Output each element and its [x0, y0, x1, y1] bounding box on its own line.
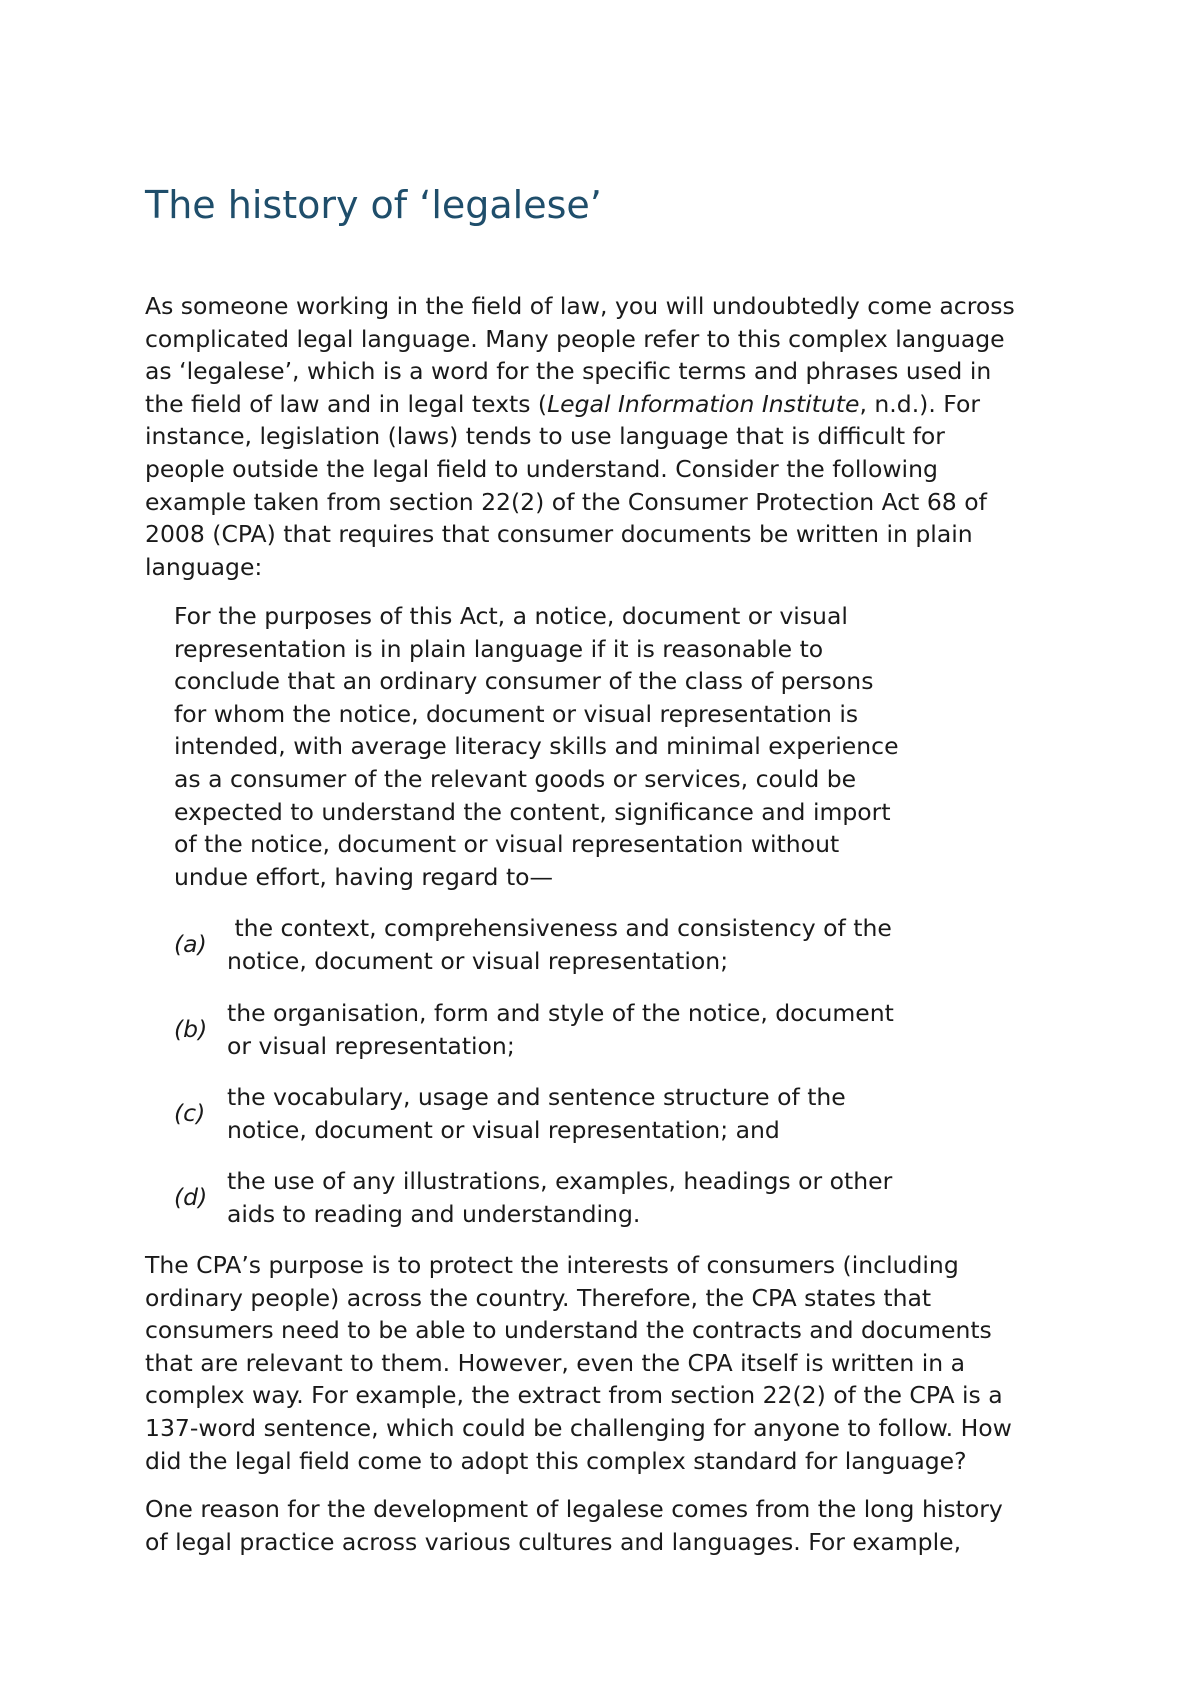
intro-paragraph — [145, 290, 1055, 583]
list-item-line: notice, document or visual representation; and — [227, 1115, 780, 1144]
text-line: as ‘legalese’, which is a word for the specific terms and phrases used in — [145, 357, 992, 386]
quote-line: for whom the notice, document or visual representation is — [174, 699, 859, 728]
list-item-line: the context, comprehensiveness and consistency of the — [227, 914, 892, 942]
list-item-line: or visual representation; — [227, 1031, 515, 1060]
cpa-purpose-paragraph — [145, 1249, 1055, 1477]
text-line: One reason for the development of legalese comes from the long history — [145, 1495, 1003, 1523]
text-fragment: , n.d.). For — [859, 389, 980, 418]
quote-line: of the notice, document or visual representation without — [174, 830, 840, 859]
list-marker: (c) — [174, 1099, 206, 1127]
text-line: As someone working in the field of law, you will undoubtedly come across — [145, 292, 1015, 320]
text-line: consumers need to be able to understand the contracts and documents — [145, 1316, 992, 1345]
list-item-text — [227, 912, 892, 977]
document-title: The history of ‘legalese’ — [145, 183, 602, 227]
text-line-with-citation — [145, 388, 1055, 421]
quote-line: undue effort, having regard to— — [174, 862, 554, 891]
text-line: complex way. For example, the extract from section 22(2) of the CPA is a — [145, 1381, 1003, 1410]
text-line: people outside the legal field to understand. Consider the following — [145, 454, 938, 483]
text-line: ordinary people) across the country. Therefore, the CPA states that — [145, 1283, 932, 1312]
list-marker: (b) — [174, 1015, 208, 1043]
text-line: complicated legal language. Many people refer to this complex language — [145, 324, 1005, 353]
text-line: language: — [145, 552, 263, 581]
citation-source: Legal Information Institute — [547, 389, 860, 418]
legislation-quote — [174, 600, 954, 893]
list-item-line: aids to reading and understanding. — [227, 1199, 641, 1228]
list-item-line: the use of any illustrations, examples, headings or other — [227, 1167, 893, 1195]
quote-line: intended, with average literacy skills and minimal experience — [174, 732, 899, 761]
text-line: 137-word sentence, which could be challenging for anyone to follow. How — [145, 1413, 1012, 1442]
list-marker: (a) — [174, 930, 207, 958]
text-line: instance, legislation (laws) tends to use language that is difficult for — [145, 422, 945, 451]
text-line: did the legal field come to adopt this complex standard for language? — [145, 1446, 967, 1475]
list-item-line: the organisation, form and style of the notice, document — [227, 999, 894, 1027]
list-marker: (d) — [174, 1183, 208, 1211]
quote-line: conclude that an ordinary consumer of the class of persons — [174, 667, 874, 696]
history-paragraph — [145, 1493, 1055, 1558]
quote-line: as a consumer of the relevant goods or services, could be — [174, 764, 857, 793]
list-item-text — [227, 1081, 846, 1146]
text-line: example taken from section 22(2) of the Consumer Protection Act 68 of — [145, 487, 987, 516]
list-item-text — [227, 997, 894, 1062]
text-line: The CPA’s purpose is to protect the interests of consumers (including — [145, 1251, 959, 1279]
text-line: 2008 (CPA) that requires that consumer documents be written in plain — [145, 520, 973, 549]
list-item-line: notice, document or visual representation; — [227, 946, 729, 975]
text-fragment: the field of law and in legal texts ( — [145, 389, 548, 418]
text-line: of legal practice across various cultures and languages. For example, — [145, 1527, 962, 1556]
text-line: that are relevant to them. However, even the CPA itself is written in a — [145, 1348, 966, 1377]
quote-line: representation is in plain language if it is reasonable to — [174, 634, 824, 663]
quote-line: For the purposes of this Act, a notice, document or visual — [174, 602, 848, 630]
list-item-line: the vocabulary, usage and sentence structure of the — [227, 1083, 846, 1111]
quote-line: expected to understand the content, significance and import — [174, 797, 891, 826]
list-item-text — [227, 1165, 892, 1230]
